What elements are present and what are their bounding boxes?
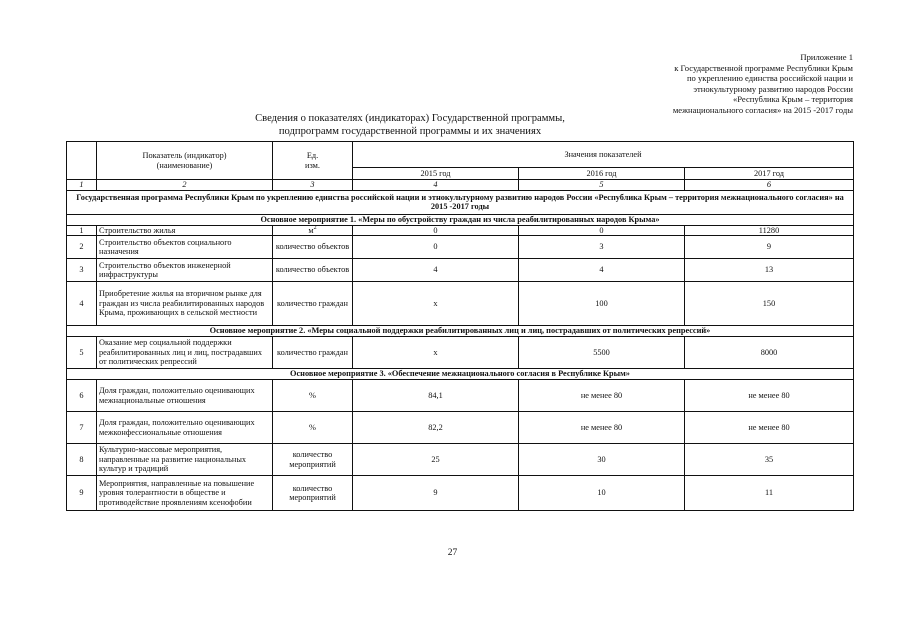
section-row xyxy=(67,369,854,380)
column-number: 1 xyxy=(67,180,97,191)
value-2016: не менее 80 xyxy=(519,412,685,444)
document-title xyxy=(60,113,760,138)
value-2016: не менее 80 xyxy=(519,380,685,412)
value-2016: 10 xyxy=(519,476,685,511)
header-unit: Ед. изм. xyxy=(273,142,353,180)
table-row xyxy=(67,282,854,326)
table-body xyxy=(67,142,854,511)
header-year-2015: 2015 год xyxy=(353,168,519,180)
row-number: 8 xyxy=(67,444,97,476)
unit-cell xyxy=(273,337,353,369)
value-2017: 35 xyxy=(685,444,854,476)
value-2017: 9 xyxy=(685,236,854,259)
value-2015: 25 xyxy=(353,444,519,476)
table-row xyxy=(67,259,854,282)
value-2015: 82,2 xyxy=(353,412,519,444)
appendix-line: Приложение 1 xyxy=(800,52,853,62)
section-title: Основное мероприятие 2. «Меры социальной поддержки реабилитированных лиц и лиц, пострадавших от политических репрессий» xyxy=(67,326,854,337)
appendix-line: межнационального согласия» на 2015 -2017 годы xyxy=(672,104,853,115)
title-line-1: Сведения о показателях (индикаторах) Государственной программы, xyxy=(255,113,565,124)
row-number: 1 xyxy=(67,225,97,236)
program-title-row xyxy=(67,190,854,214)
appendix-line: по укреплению единства российской нации и xyxy=(686,73,853,84)
unit-text: количество граждан xyxy=(277,298,348,308)
row-number: 5 xyxy=(67,337,97,369)
section-row xyxy=(67,326,854,337)
value-2017: 13 xyxy=(685,259,854,282)
unit-text: % xyxy=(309,390,316,400)
indicator-name: Приобретение жилья на вторичном рынке для граждан из числа реабилитированных народов Крыма, проживающих в сельской местности xyxy=(97,282,273,326)
value-2016: 0 xyxy=(519,225,685,236)
header-indicator: Показатель (индикатор) (наименование) xyxy=(97,142,273,180)
appendix-line: к Государственной программе Республики Крым xyxy=(674,62,853,73)
row-number: 2 xyxy=(67,236,97,259)
unit-cell xyxy=(273,236,353,259)
indicator-name: Мероприятия, направленные на повышение уровня толерантности в обществе и противодействие проявлениям ксенофобии xyxy=(97,476,273,511)
unit-cell xyxy=(273,412,353,444)
indicators-table xyxy=(66,141,854,511)
unit-cell xyxy=(273,444,353,476)
unit-text: % xyxy=(309,422,316,432)
value-2015: х xyxy=(353,282,519,326)
table-row xyxy=(67,476,854,511)
row-number: 9 xyxy=(67,476,97,511)
page-number: 27 xyxy=(447,548,458,558)
value-2016: 100 xyxy=(519,282,685,326)
unit-superscript: 2 xyxy=(313,224,317,231)
row-number: 7 xyxy=(67,412,97,444)
section-title: Основное мероприятие 1. «Меры по обустройству граждан из числа реабилитированных народов Крыма» xyxy=(67,214,854,225)
unit-text: количество мероприятий xyxy=(289,483,336,503)
table-row xyxy=(67,412,854,444)
value-2017: 8000 xyxy=(685,337,854,369)
column-number: 5 xyxy=(519,180,685,191)
value-2017: не менее 80 xyxy=(685,412,854,444)
unit-cell xyxy=(273,282,353,326)
program-title: Государственная программа Республики Крым по укреплению единства российской нации и этнокультурному развитию народов России «Республика Крым – территория межнационального согласия» на 2015 -2017 годы xyxy=(67,190,854,214)
value-2015: 84,1 xyxy=(353,380,519,412)
indicator-name: Оказание мер социальной поддержки реабилитированных лиц и лиц, пострадавших от политических репрессий xyxy=(97,337,273,369)
appendix-line: этнокультурному развитию народов России xyxy=(693,83,853,94)
unit-cell xyxy=(273,225,353,236)
row-number: 3 xyxy=(67,259,97,282)
unit-text: количество объектов xyxy=(275,265,350,275)
unit-text: количество мероприятий xyxy=(289,450,336,469)
header-row xyxy=(67,142,854,168)
value-2017: 11280 xyxy=(685,225,854,236)
column-number: 2 xyxy=(97,180,273,191)
column-number: 6 xyxy=(685,180,854,191)
table-row xyxy=(67,444,854,476)
section-title: Основное мероприятие 3. «Обеспечение межнационального согласия в Республике Крым» xyxy=(67,369,854,380)
unit-text: м xyxy=(308,225,314,235)
indicator-name: Доля граждан, положительно оценивающих межнациональные отношения xyxy=(97,380,273,412)
value-2017: 11 xyxy=(685,476,854,511)
indicator-name: Культурно-массовые мероприятия, направленные на развитие национальных культур и традиций xyxy=(97,444,273,476)
value-2016: 30 xyxy=(519,444,685,476)
indicator-name: Строительство жилья xyxy=(97,225,273,236)
title-line-2: подпрограмм государственной программы и их значениях xyxy=(278,125,542,137)
value-2017: 150 xyxy=(685,282,854,326)
unit-text: количество граждан xyxy=(277,347,348,357)
indicator-name: Строительство объектов инженерной инфраструктуры xyxy=(97,259,273,282)
table-row xyxy=(67,337,854,369)
row-number: 6 xyxy=(67,380,97,412)
value-2016: 4 xyxy=(519,259,685,282)
row-number: 4 xyxy=(67,282,97,326)
value-2015: 4 xyxy=(353,259,519,282)
value-2015: 9 xyxy=(353,476,519,511)
value-2015: 0 xyxy=(353,236,519,259)
table-row xyxy=(67,236,854,259)
indicator-name: Строительство объектов социального назначения xyxy=(97,236,273,259)
header-values-group: Значения показателей xyxy=(353,142,854,168)
unit-cell xyxy=(273,476,353,511)
value-2017: не менее 80 xyxy=(685,380,854,412)
section-row xyxy=(67,214,854,225)
column-number: 4 xyxy=(353,180,519,191)
value-2016: 3 xyxy=(519,236,685,259)
header-number-cell xyxy=(67,142,97,180)
unit-cell xyxy=(273,259,353,282)
appendix-note xyxy=(593,52,853,116)
unit-cell xyxy=(273,380,353,412)
appendix-line: «Республика Крым – территория xyxy=(732,94,853,105)
table-row xyxy=(67,225,854,236)
table-row xyxy=(67,380,854,412)
indicator-name: Доля граждан, положительно оценивающих межконфессиональные отношения xyxy=(97,412,273,444)
unit-text: количество объектов xyxy=(275,242,350,252)
header-year-2016: 2016 год xyxy=(519,168,685,180)
column-numbers-row xyxy=(67,180,854,191)
value-2016: 5500 xyxy=(519,337,685,369)
value-2015: х xyxy=(353,337,519,369)
column-number: 3 xyxy=(273,180,353,191)
value-2015: 0 xyxy=(353,225,519,236)
header-year-2017: 2017 год xyxy=(685,168,854,180)
